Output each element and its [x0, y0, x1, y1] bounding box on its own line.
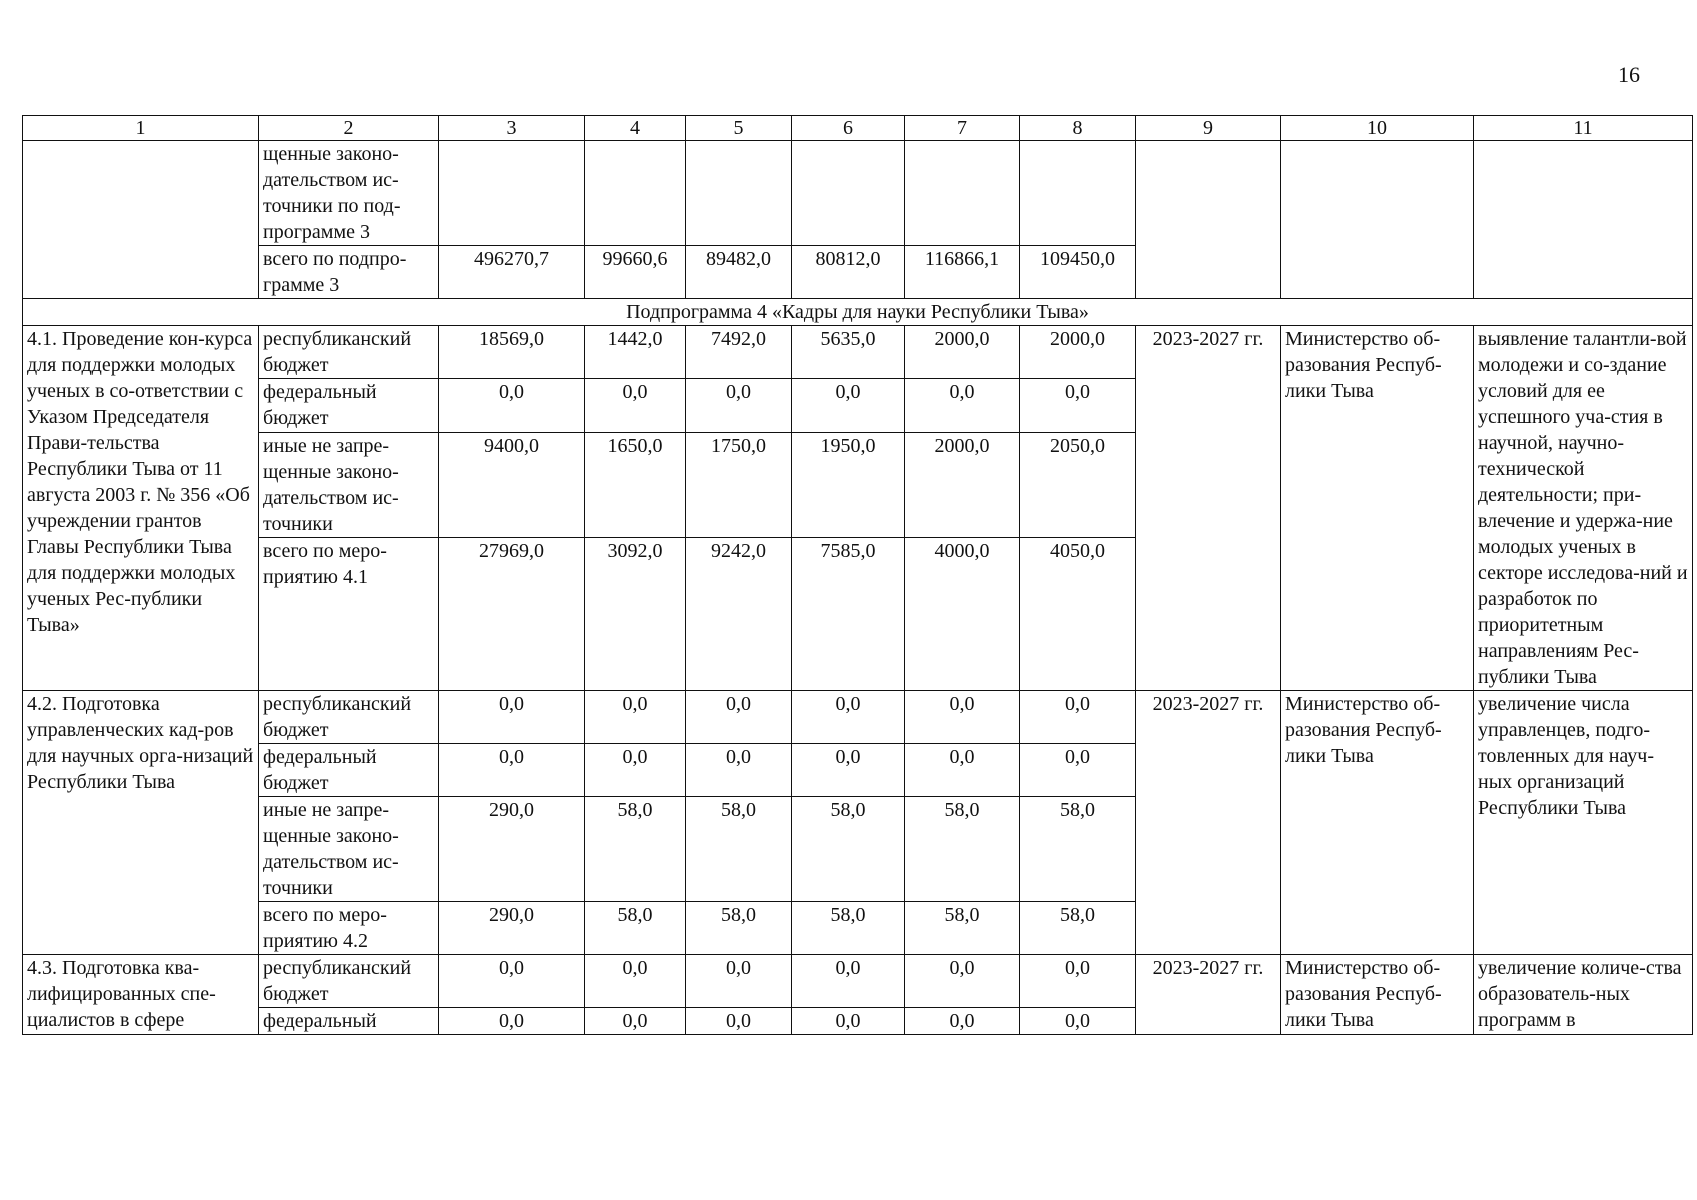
amount-2025: 5635,0	[792, 326, 905, 379]
amount-2025: 0,0	[792, 955, 905, 1008]
amount-2027: 0,0	[1020, 691, 1136, 744]
column-number: 5	[686, 116, 792, 141]
amount-total: 9400,0	[439, 432, 585, 538]
column-number: 6	[792, 116, 905, 141]
amount-2024: 1750,0	[686, 432, 792, 538]
amount-2023: 58,0	[585, 797, 686, 902]
column-number: 10	[1281, 116, 1474, 141]
period-cell	[1136, 141, 1281, 299]
column-number-row	[23, 116, 1693, 141]
amount-2025: 58,0	[792, 902, 905, 955]
funding-source: республиканский бюджет	[259, 691, 439, 744]
amount-2023: 58,0	[585, 902, 686, 955]
executor: Министерство об-разования Респуб-лики Тыва	[1281, 955, 1474, 1035]
funding-source: федеральный	[259, 1008, 439, 1035]
amount-2023: 99660,6	[585, 246, 686, 299]
measure-name-cell	[23, 141, 259, 299]
amount-total: 0,0	[439, 379, 585, 432]
executor: Министерство об-разования Респуб-лики Тыва	[1281, 326, 1474, 691]
amount-2026: 0,0	[905, 379, 1020, 432]
amount-2026: 0,0	[905, 691, 1020, 744]
amount-2024: 0,0	[686, 955, 792, 1008]
amount-total: 0,0	[439, 955, 585, 1008]
amount-2025: 0,0	[792, 744, 905, 797]
measure-name: 4.2. Подготовка управленческих кад-ров для научных орга-низаций Республики Тыва	[23, 691, 259, 955]
amount-2023: 0,0	[585, 691, 686, 744]
funding-source: щенные законо-дательством ис-точники по под-программе 3	[259, 141, 439, 246]
amount-2024: 0,0	[686, 691, 792, 744]
column-number: 2	[259, 116, 439, 141]
executor: Министерство об-разования Респуб-лики Тыва	[1281, 691, 1474, 955]
period: 2023-2027 гг.	[1136, 691, 1281, 955]
amount-2027: 58,0	[1020, 797, 1136, 902]
amount-total: 0,0	[439, 1008, 585, 1035]
amount-total: 496270,7	[439, 246, 585, 299]
subprogram-title: Подпрограмма 4 «Кадры для науки Республики Тыва»	[23, 299, 1693, 326]
amount-2024: 9242,0	[686, 538, 792, 691]
amount-2024: 0,0	[686, 1008, 792, 1035]
column-number: 9	[1136, 116, 1281, 141]
result-cell	[1474, 141, 1693, 299]
funding-source: всего по меро-приятию 4.1	[259, 538, 439, 691]
funding-source: республиканский бюджет	[259, 326, 439, 379]
amount-2026: 0,0	[905, 955, 1020, 1008]
measure-name: 4.3. Подготовка ква-лифицированных спе-циалистов в сфере	[23, 955, 259, 1035]
amount-2023: 3092,0	[585, 538, 686, 691]
amount-2026: 58,0	[905, 902, 1020, 955]
amount-2025: 0,0	[792, 691, 905, 744]
period: 2023-2027 гг.	[1136, 955, 1281, 1035]
amount-2027: 58,0	[1020, 902, 1136, 955]
amount-2023: 0,0	[585, 1008, 686, 1035]
funding-source: федеральный бюджет	[259, 744, 439, 797]
funding-source: республиканский бюджет	[259, 955, 439, 1008]
amount-2026: 58,0	[905, 797, 1020, 902]
section-row	[23, 299, 1693, 326]
amount-total: 0,0	[439, 691, 585, 744]
measure-name: 4.1. Проведение кон-курса для поддержки молодых ученых в со-ответствии с Указом Председателя Прави-тельства Республики Тыва от 11 августа 2003 г. № 356 «Об учреждении грантов Главы Республики Тыва для поддержки молодых ученых Рес-публики Тыва»	[23, 326, 259, 691]
amount-2026: 116866,1	[905, 246, 1020, 299]
table-row	[23, 326, 1693, 379]
expected-result: увеличение числа управленцев, подго-товленных для науч-ных организаций Республики Тыва	[1474, 691, 1693, 955]
amount-2024: 7492,0	[686, 326, 792, 379]
amount-2026: 4000,0	[905, 538, 1020, 691]
amount-2027: 2050,0	[1020, 432, 1136, 538]
funding-source: иные не запре-щенные законо-дательством ис-точники	[259, 432, 439, 538]
amount-2027: 2000,0	[1020, 326, 1136, 379]
amount-2024: 0,0	[686, 379, 792, 432]
amount-2024: 89482,0	[686, 246, 792, 299]
amount-2023: 1650,0	[585, 432, 686, 538]
amount-total	[439, 141, 585, 246]
column-number: 11	[1474, 116, 1693, 141]
amount-2023: 1442,0	[585, 326, 686, 379]
amount-2026: 0,0	[905, 744, 1020, 797]
amount-total: 18569,0	[439, 326, 585, 379]
amount-2025: 0,0	[792, 1008, 905, 1035]
table-row	[23, 955, 1693, 1008]
funding-source: всего по подпро-грамме 3	[259, 246, 439, 299]
amount-2027: 0,0	[1020, 379, 1136, 432]
amount-2025: 58,0	[792, 797, 905, 902]
amount-2025	[792, 141, 905, 246]
page-number: 16	[1618, 62, 1640, 87]
funding-source: всего по меро-приятию 4.2	[259, 902, 439, 955]
period: 2023-2027 гг.	[1136, 326, 1281, 691]
amount-2024: 58,0	[686, 797, 792, 902]
amount-total: 290,0	[439, 902, 585, 955]
amount-2026: 2000,0	[905, 432, 1020, 538]
amount-2025: 7585,0	[792, 538, 905, 691]
program-table	[22, 115, 1693, 1035]
amount-2027: 4050,0	[1020, 538, 1136, 691]
column-number: 4	[585, 116, 686, 141]
column-number: 1	[23, 116, 259, 141]
amount-2023: 0,0	[585, 955, 686, 1008]
column-number: 3	[439, 116, 585, 141]
amount-2027: 109450,0	[1020, 246, 1136, 299]
amount-2023: 0,0	[585, 379, 686, 432]
amount-total: 290,0	[439, 797, 585, 902]
amount-2026	[905, 141, 1020, 246]
amount-2024	[686, 141, 792, 246]
column-number: 8	[1020, 116, 1136, 141]
amount-2025: 1950,0	[792, 432, 905, 538]
amount-2027: 0,0	[1020, 744, 1136, 797]
amount-total: 27969,0	[439, 538, 585, 691]
amount-2027: 0,0	[1020, 955, 1136, 1008]
column-number: 7	[905, 116, 1020, 141]
table-row	[23, 141, 1693, 246]
funding-source: иные не запре-щенные законо-дательством ис-точники	[259, 797, 439, 902]
amount-2023	[585, 141, 686, 246]
expected-result: увеличение количе-ства образователь-ных программ в	[1474, 955, 1693, 1035]
amount-2026: 2000,0	[905, 326, 1020, 379]
amount-2025: 80812,0	[792, 246, 905, 299]
amount-total: 0,0	[439, 744, 585, 797]
amount-2024: 0,0	[686, 744, 792, 797]
expected-result: выявление талантли-вой молодежи и со-здание условий для ее успешного уча-стия в научной, научно-технической деятельности; при-влечение и удержа-ние молодых ученых в секторе исследова-ний и разработок по приоритетным направлениям Рес-публики Тыва	[1474, 326, 1693, 691]
amount-2025: 0,0	[792, 379, 905, 432]
funding-source: федеральный бюджет	[259, 379, 439, 432]
amount-2027: 0,0	[1020, 1008, 1136, 1035]
executor-cell	[1281, 141, 1474, 299]
amount-2024: 58,0	[686, 902, 792, 955]
amount-2026: 0,0	[905, 1008, 1020, 1035]
amount-2027	[1020, 141, 1136, 246]
amount-2023: 0,0	[585, 744, 686, 797]
table-row	[23, 691, 1693, 744]
